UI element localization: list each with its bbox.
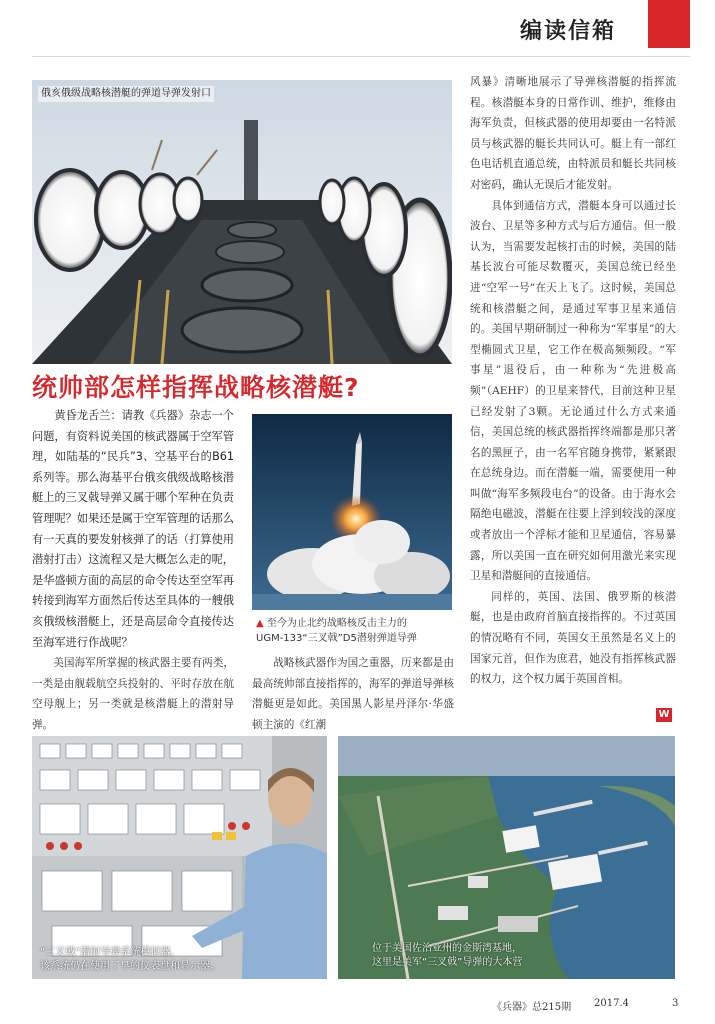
header-rule <box>32 56 690 57</box>
article-paragraph: 风暴》清晰地展示了导弹核潜艇的指挥流程。核潜艇本身的日常作训、维护，维修由海军负责，但核武器的使用却要由一名特派员与核武器的艇长共同认可。艇上有一部红色电话机直通总统，由特派员和艇长共同核对密码，确认无误后才能发射。 <box>470 76 676 191</box>
missile-photo-caption: ▲ 至今为止北约战略核反击主力的 UGM-133“三叉戟”D5潜射弹道导弹 <box>256 618 417 644</box>
section-title: 编读信箱 <box>520 19 617 44</box>
article-question-paragraph: 黄昏龙舌兰：请教《兵器》杂志一个问题，有资料说美国的核武器属于空军管理，如陆基的“民兵”3、空基平台的B61系列等。那么海基平台俄亥俄级战略核潜艇上的三叉戟导弹又属于哪个军种在负责管理呢？如果还是属于空军管理的话那么有一天真的要发射核弹了的话（打算使用潜射打击）这流程又是大概怎么走的呢，是华盛顿方面的高层的命令传达至空军再转接到海军方面然后传达至具体的一艘俄亥俄级核潜艇上，还是高层命令直接传达至海军进行作战呢？ <box>32 409 234 649</box>
article-end-mark: W <box>656 708 672 722</box>
control-room-photo <box>32 736 327 979</box>
control-photo-caption: “三叉戟”潜射导弹系统模拟器， 该系统仍在使用了早的仪表盘和显示器。 <box>40 947 220 972</box>
caption-triangle-icon: ▲ <box>256 618 264 629</box>
footer-page-number: 3 <box>672 998 679 1009</box>
article-paragraph: 同样的，英国、法国、俄罗斯的核潜艇，也是由政府首脑直接指挥的。不过英国的情况略有不同，英国女王虽然是名义上的国家元首，但作为庶君，她没有指挥核武器的权力，这个权力属于英国首相。 <box>470 590 676 686</box>
missile-launch-photo <box>252 414 452 610</box>
footer-date: 2017.4 <box>594 998 629 1009</box>
submarine-missile-hatches-photo <box>32 80 452 364</box>
section-color-tab <box>648 0 690 48</box>
article-paragraph: 战略核武器作为国之重器，历来都是由最高统帅部直接指挥的，海军的弹道导弹核潜艇更是如此。美国黑人影星丹泽尔·华盛顿主演的《红潮 <box>252 657 454 731</box>
footer-magazine-issue: 《兵器》总215期 <box>492 1002 572 1013</box>
article-paragraph: 美国海军所掌握的核武器主要有两类，一类是由舰载航空兵投射的、平时存放在航空母舰上；另一类就是核潜艇上的潜射导弹。 <box>32 657 234 731</box>
top-photo-caption: 俄亥俄级战略核潜艇的弹道导弹发射口 <box>38 86 214 102</box>
article-headline: 统帅部怎样指挥战略核潜艇? <box>32 373 360 402</box>
article-right-column <box>470 72 676 690</box>
article-paragraph: 具体到通信方式，潜艇本身可以通过长波台、卫星等多种方式与后方通信。但一般认为，当需要发起核打击的时候，美国的陆基长波台可能尽数覆灭，美国总统已经坐进“空军一号”在天上飞了。这时候，美国总统和核潜艇之间，是通过军事卫星来通信的。美国早期研制过一种称为“军事星”的大型椭圆式卫星，它工作在极高频频段。“军事星”退役后，由一种称为“先进极高频”（AEHF）的卫星来替代，目前这种卫星已经发射了3颗。无论通过什么方式来通信，美国总统的核武器指挥终端都是那只著名的黑匣子，由一名军官随身携带，紧紧跟在总统身边。而在潜艇一端，需要使用一种叫做“海军多频段电台”的设备。由于海水会隔绝电磁波，潜艇在往要上浮到较浅的深度或者放出一个浮标才能和卫星通信，容易暴露，所以美国一直在研究如何用激光来实现卫星和潜艇间的直接通信。 <box>470 199 676 583</box>
base-photo-caption: 位于美国佐治亚州的金斯湾基地， 这里是美军“三叉戟”导弹的大本营 <box>372 943 523 968</box>
